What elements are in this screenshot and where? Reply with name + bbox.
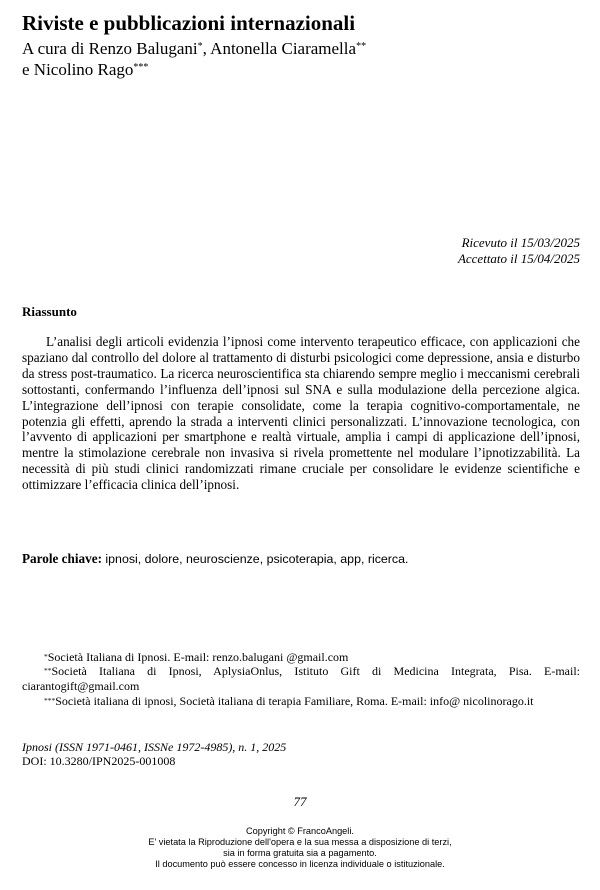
abstract-heading: Riassunto <box>22 304 77 319</box>
footnote-mark: ** <box>356 41 367 52</box>
dates <box>458 235 580 267</box>
authors <box>22 38 366 80</box>
footnote-mark: * <box>44 652 48 661</box>
journal-reference: Ipnosi (ISSN 1971-0461, ISSNe 1972-4985), n. 1, 2025 <box>22 740 287 754</box>
footnote-text: Società italiana di ipnosi, Società italiana di terapia Familiare, Roma. E-mail: info@ nicolinorago.it <box>55 694 534 708</box>
footnote-mark: ** <box>44 666 52 675</box>
authors-prefix: A cura di Renzo Balugani <box>22 39 198 58</box>
doi: DOI: 10.3280/IPN2025-001008 <box>22 754 176 768</box>
authors-third: e Nicolino Rago <box>22 60 134 79</box>
page-number: 77 <box>293 794 307 809</box>
footnote-mark: *** <box>44 696 56 705</box>
authors-line-1 <box>22 38 366 59</box>
copyright-line: E' vietata la Riproduzione dell'opera e la sua messa a disposizione di terzi, <box>148 837 452 847</box>
footnote-text: Società Italiana di Ipnosi. E-mail: renzo.balugani @gmail.com <box>47 650 349 664</box>
authors-second: , Antonella Ciaramella <box>202 39 357 58</box>
copyright-line: sia in forma gratuita sia a pagamento. <box>223 848 377 858</box>
authors-line-2 <box>22 59 366 80</box>
footnote-1 <box>44 650 348 665</box>
copyright-notice <box>0 826 600 870</box>
copyright-line: Copyright © FrancoAngeli. <box>246 826 354 836</box>
received-date: Ricevuto il 15/03/2025 <box>461 235 580 250</box>
citation <box>22 740 286 768</box>
article-title: Riviste e pubblicazioni internazionali <box>22 11 356 35</box>
footnote-mark: * <box>197 41 203 52</box>
accepted-date: Accettato il 15/04/2025 <box>457 251 580 266</box>
keywords-label: Parole chiave: <box>22 551 102 566</box>
footnote-text: Società Italiana di Ipnosi, AplysiaOnlus, Istituto Gift di Medicina Integrata, Pisa. E-mail: ciarantogift@gmail.com <box>22 664 580 693</box>
keywords <box>22 551 408 567</box>
footnote-3 <box>22 694 580 709</box>
keywords-value: ipnosi, dolore, neuroscienze, psicoterapia, app, ricerca. <box>101 552 409 566</box>
footnote-2 <box>22 664 580 694</box>
footnote-mark: *** <box>133 62 149 73</box>
abstract-text: L’analisi degli articoli evidenzia l’ipnosi come intervento terapeutico efficace, con applicazioni che spaziano dal controllo del dolore al trattamento di disturbi psicologici come depressione, ansia e disturbo da stress post-traumatico. La ricerca neuroscientifica sta chiarendo sempre meglio i meccanismi cerebrali sottostanti, confermando l’influenza dell’ipnosi sul SNA e sulla modulazione della percezione algica. L’integrazione dell’ipnosi con terapie consolidate, come la terapia cognitivo-comportamentale, ne potenzia gli effetti, aprendo la strada a interventi clinici personalizzati. L’innovazione tecnologica, con l’avvento di applicazioni per smartphone e realtà virtuale, amplia i campi di applicazione dell’ipnosi, mentre la stimolazione cerebrale non invasiva si rivela promettente nel modulare l’ipnotizzabilità. La necessità di più studi clinici randomizzati rimane cruciale per consolidare le evidenze scientifiche e ottimizzare l’efficacia clinica dell’ipnosi. <box>22 334 580 493</box>
copyright-line: Il documento può essere concesso in licenza individuale o istituzionale. <box>155 859 445 869</box>
